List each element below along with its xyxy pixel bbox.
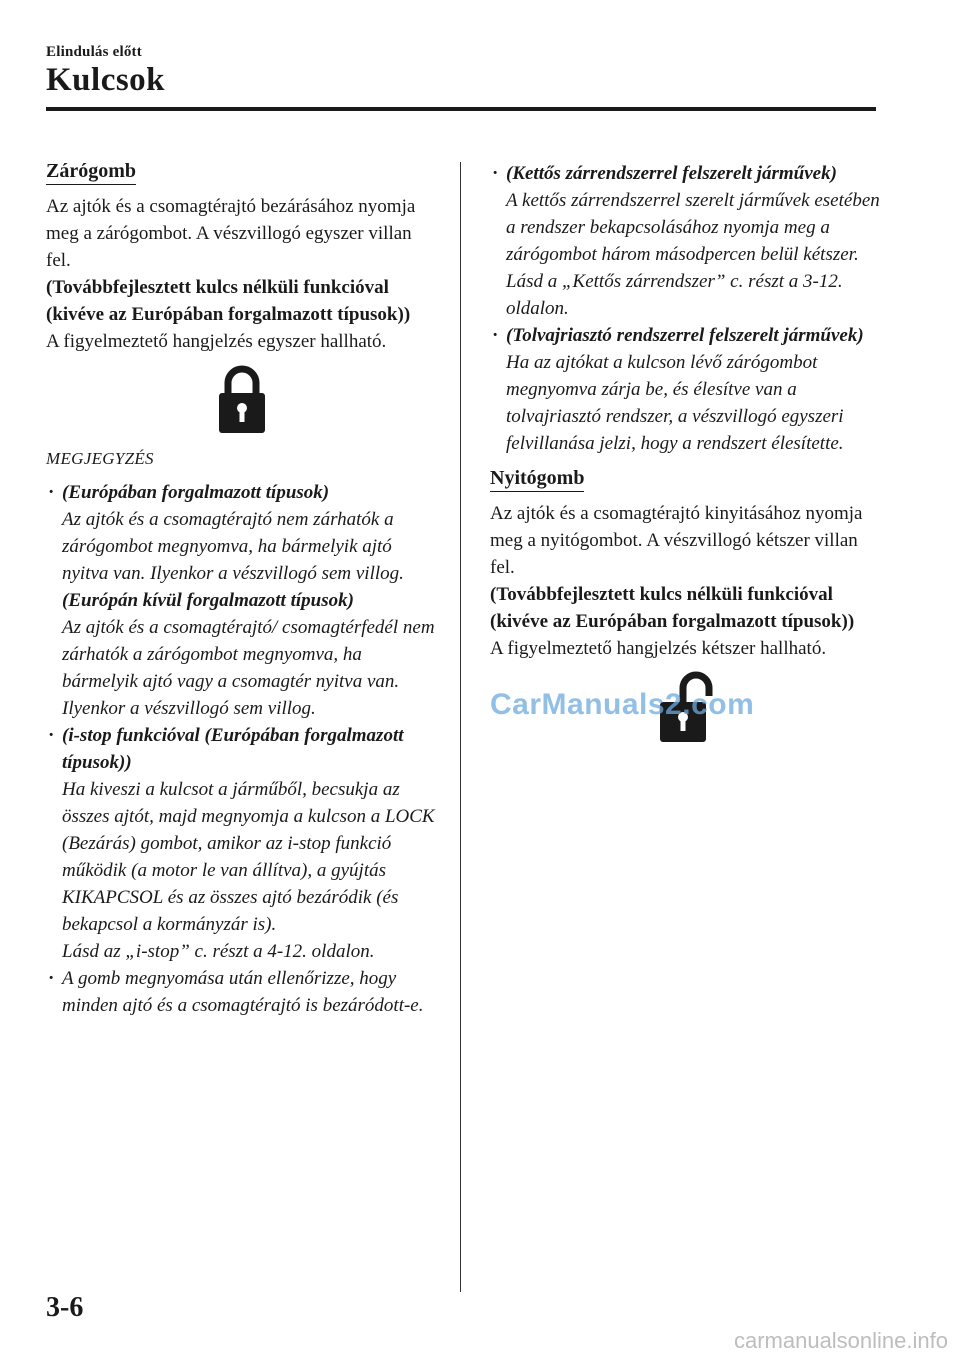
watermark: CarManuals2.com <box>490 688 755 721</box>
site-watermark: carmanualsonline.info <box>733 1328 948 1353</box>
bullet-dot-icon: · <box>492 163 499 184</box>
note-item-text: Ha az ajtókat a kulcson lévő zárógombot megnyomva zárja be, és élesítve van a tolvajriasztó rendszer, a vészvillogó egyszeri felvillanása jelzi, hogy a rendszert élesítette. <box>506 352 844 454</box>
note-item-title: (i-stop funkcióval (Európában forgalmazott típusok)) <box>62 725 404 773</box>
bullet-dot-icon: · <box>48 482 55 503</box>
note-item-title: (Európában forgalmazott típusok) <box>62 482 330 503</box>
note-item-text: Ha kiveszi a kulcsot a járműből, becsukja az összes ajtót, majd megnyomja a kulcson a LOCK (Bezárás) gombot, amikor az i-stop funkció működik (a motor le van állítva), a gyújtás KIKAPCSOL és az összes ajtó bezáródik (és bekapcsol a kormányzár is). <box>62 779 435 935</box>
unlock-button-heading: Nyitógomb <box>490 467 584 492</box>
bullet-dot-icon: · <box>48 725 55 746</box>
lock-paragraph: Az ajtók és a csomagtérajtó bezárásához nyomja meg a zárógombot. A vészvillogó egyszer villan fel. <box>46 196 416 271</box>
note-item-title: (Tolvajriasztó rendszerrel felszerelt járművek) <box>506 325 864 346</box>
unlock-paragraph-2: A figyelmeztető hangjelzés kétszer hallható. <box>490 638 827 659</box>
unlock-paragraph: Az ajtók és a csomagtérajtó kinyitásához nyomja meg a nyitógombot. A vészvillogó kétszer villan fel. <box>490 503 863 578</box>
left-column <box>46 160 438 1019</box>
note-item-text: A kettős zárrendszerrel szerelt járművek esetében a rendszer bekapcsolásához nyomja meg a zárógombot három másodpercen belül kétszer. <box>506 190 880 265</box>
closed-padlock-icon <box>215 363 269 435</box>
page-title: Kulcsok <box>46 62 166 98</box>
header-rule <box>46 107 876 111</box>
note-item <box>490 322 880 457</box>
lock-icon-wrap <box>46 363 438 435</box>
note-item <box>46 479 438 722</box>
note-heading: MEGJEGYZÉS <box>46 449 154 468</box>
note-item-text-2: Az ajtók és a csomagtérajtó/ csomagtérfedél nem zárhatók a zárógombot megnyomva, ha bármelyik ajtó vagy a csomagtér nyitva van. Ilyenkor a vészvillogó sem villog. <box>62 617 435 719</box>
lock-button-heading: Zárógomb <box>46 160 136 185</box>
unlock-bold-note: (Továbbfejlesztett kulcs nélküli funkcióval (kivéve az Európában forgalmazott típusok)) <box>490 584 855 632</box>
column-divider <box>460 162 461 1292</box>
section-label: Elindulás előtt <box>46 44 142 60</box>
note-item <box>46 722 438 965</box>
lock-bold-note: (Továbbfejlesztett kulcs nélküli funkcióval (kivéve az Európában forgalmazott típusok)) <box>46 277 411 325</box>
note-item-title: (Kettős zárrendszerrel felszerelt járművek) <box>506 163 837 184</box>
bullet-dot-icon: · <box>492 325 499 346</box>
bullet-dot-icon: · <box>48 968 55 989</box>
note-item-text: A gomb megnyomása után ellenőrizze, hogy minden ajtó és a csomagtérajtó is bezáródott-e. <box>62 968 424 1016</box>
note-item-text-2: Lásd a „Kettős zárrendszer” c. részt a 3-12. oldalon. <box>506 271 843 319</box>
note-item-text-2: Lásd az „i-stop” c. részt a 4-12. oldalon. <box>62 941 375 962</box>
note-item <box>46 965 438 1019</box>
note-item <box>490 160 880 322</box>
note-item-text: Az ajtók és a csomagtérajtó nem zárhatók a zárógombot megnyomva, ha bármelyik ajtó nyitva van. Ilyenkor a vészvillogó sem villog. <box>62 509 404 584</box>
right-column <box>490 160 880 758</box>
note-item-title-2: (Európán kívül forgalmazott típusok) <box>62 590 354 611</box>
page-number: 3-6 <box>46 1292 84 1323</box>
lock-paragraph-2: A figyelmeztető hangjelzés egyszer hallható. <box>46 331 387 352</box>
